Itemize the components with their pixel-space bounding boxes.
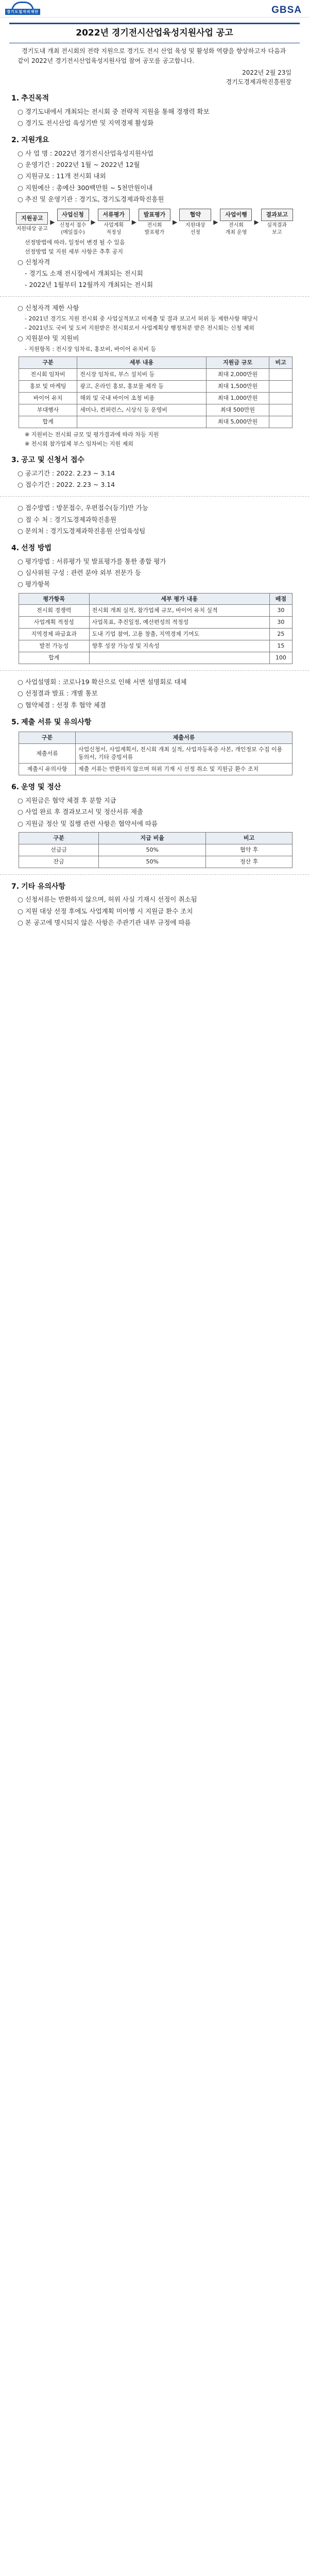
list-item: ○ 평가방법 : 서류평가 및 발표평가를 통한 종합 평가	[18, 557, 166, 565]
table-row: 합계 최대 5,000만원	[19, 416, 293, 428]
announce-date: 2022년 2월 23일	[242, 69, 291, 76]
arrow-icon: ▶	[50, 218, 55, 226]
table-row: 홍보 및 마케팅 광고, 온라인 홍보, 홍보물 제작 등 최대 1,500만원	[19, 381, 293, 393]
table-header: 세부 평가 내용	[89, 593, 269, 605]
documents-table	[19, 732, 293, 776]
support-table	[19, 357, 293, 428]
title-box	[9, 23, 300, 43]
list-item: ○ 운영기간 : 2022년 1월 ~ 2022년 12월	[18, 161, 140, 168]
list-item: ○ 공고기간 : 2022. 2.23 ~ 3.14	[18, 469, 115, 477]
list-item: ○ 선정결과 발표 : 개별 통보	[18, 689, 98, 698]
list-item: ○ 지원 대상 선정 후에도 사업계획 미이행 시 지원금 환수 조치	[18, 907, 193, 915]
section-title: 6. 운영 및 정산	[11, 783, 61, 792]
list-item: ○ 신청자격 제한 사항	[18, 303, 79, 312]
section-selection	[11, 543, 298, 664]
list-item: ○ 지원금 정산 및 집행 관련 사항은 협약서에 따름	[18, 819, 158, 827]
list-item: ○ 지원분야 및 지원비	[18, 334, 79, 343]
arrow-icon: ▶	[254, 218, 259, 226]
gbsa-logo: GBSA	[271, 5, 302, 15]
table-header: 지원금 규모	[206, 357, 269, 369]
section-submission	[11, 503, 298, 536]
list-item: ○ 지원금은 협약 체결 후 분할 지급	[18, 796, 116, 805]
header-bar	[0, 0, 309, 18]
list-item: ○ 문의처 : 경기도경제과학진흥원 산업육성팀	[18, 527, 146, 535]
section-title: 3. 공고 및 신청서 접수	[11, 456, 84, 465]
section-overview	[11, 134, 298, 290]
list-item: ○ 사업설명회 : 코로나19 확산으로 인해 서면 설명회로 대체	[18, 678, 187, 686]
section-application	[11, 454, 298, 490]
section-settlement	[11, 782, 298, 868]
process-flow	[11, 209, 298, 236]
table-header: 비고	[206, 832, 293, 844]
payment-table	[19, 832, 293, 868]
list-item: ○ 평가항목	[18, 580, 50, 588]
arrow-icon: ▶	[131, 218, 136, 226]
list-item: ○ 본 공고에 명시되지 않은 사항은 주관기관 내부 규정에 따름	[18, 918, 191, 926]
list-item: ○ 경기도내에서 개최되는 전시회 중 전략적 지원을 통해 경쟁력 확보	[18, 107, 210, 115]
flow-step: 사업이행 전시회 개최 운영	[220, 209, 252, 236]
divider	[0, 874, 309, 875]
sub-item: - 지원항목 : 전시장 임차료, 홍보비, 바이어 유치비 등	[25, 346, 157, 353]
note-line: 선정방법에 따라, 일정이 변경 될 수 있음	[25, 239, 125, 246]
list-item: ○ 사업 완료 후 결과보고서 및 정산서류 제출	[18, 808, 144, 816]
table-header: 구분	[19, 832, 99, 844]
table-row: 잔금 50% 정산 후	[19, 856, 293, 868]
list-item: ○ 접수방법 : 방문접수, 우편접수(등기)만 가능	[18, 504, 148, 512]
section-title: 7. 기타 유의사항	[11, 882, 66, 891]
announcer: 경기도경제과학진흥원장	[226, 78, 291, 86]
table-row: 전시회 경쟁력 전시회 개최 실적, 참가업체 규모, 바이어 유치 실적 30	[19, 605, 293, 617]
section-title: 4. 선정 방법	[11, 544, 52, 553]
section-title: 2. 지원개요	[11, 136, 49, 145]
list-item: ○ 접수기간 : 2022. 2.23 ~ 3.14	[18, 481, 115, 489]
arrow-icon: ▶	[173, 218, 178, 226]
list-item: ○ 신청서류는 반환하지 않으며, 허위 사실 기재시 선정이 취소됨	[18, 895, 197, 904]
arrow-icon: ▶	[213, 218, 218, 226]
page	[0, 0, 309, 944]
list-item: ○ 추진 및 운영기관 : 경기도, 경기도경제과학진흥원	[18, 195, 164, 203]
intro-text: 경기도내 개최 전시회의 전략 지원으로 경기도 전시 산업 육성 및 활성화 역량을 향상하고자 다음과 같이 2022년 경기전시산업육성지원사업 참여 공모를 공고합니다.	[18, 47, 286, 64]
section-title: 1. 추진목적	[11, 94, 49, 103]
footnote: ※ 전시회 참가업체 부스 임차비는 지원 제외	[25, 440, 133, 448]
section-eligibility	[11, 303, 298, 448]
table-header: 세부 내용	[77, 357, 206, 369]
list-item: ○ 신청자격	[18, 258, 50, 266]
section-purpose	[11, 93, 298, 128]
note-line: 선정방법 및 지원 세부 사항은 추후 공지	[25, 248, 123, 256]
list-item: ○ 지원규모 : 11개 전시회 내외	[18, 172, 106, 180]
table-row: 사업계획 적정성 사업목표, 추진일정, 예산편성의 적정성 30	[19, 617, 293, 629]
list-item: ○ 사 업 명 : 2022년 경기전시산업육성지원사업	[18, 149, 153, 157]
sub-item: - 2022년 1월부터 12월까지 개최되는 전시회	[25, 280, 153, 289]
section-title: 5. 제출 서류 및 유의사항	[11, 718, 92, 726]
table-header: 구분	[19, 357, 77, 369]
evaluation-table	[19, 593, 293, 665]
list-item: ○ 경기도 전시산업 육성기반 및 지역경제 활성화	[18, 118, 154, 127]
flow-step: 협약 지원대상 선정	[179, 209, 211, 236]
flow-step: 발표평가 전시회 발표평가	[139, 209, 170, 236]
table-header: 비고	[269, 357, 293, 369]
sub-item: - 2021년 경기도 지원 전시회 중 사업실적보고 미제출 및 결과 보고서 허위 등 제한사항 해당시	[25, 315, 258, 323]
divider	[0, 670, 309, 671]
table-row: 합계 100	[19, 652, 293, 664]
section-briefing	[11, 677, 298, 710]
page-title: 2022년 경기전시산업육성지원사업 공고	[76, 28, 233, 38]
table-header: 배점	[269, 593, 292, 605]
divider	[0, 496, 309, 497]
sub-item: - 경기도 소재 전시장에서 개최되는 전시회	[25, 269, 143, 278]
table-header: 구분	[19, 732, 76, 743]
table-header: 지급 비율	[99, 832, 206, 844]
table-header: 평가항목	[19, 593, 90, 605]
table-header: 제출서류	[76, 732, 293, 743]
list-item: ○ 지원예산 : 총예산 300백만원 ~ 5천만원이내	[18, 183, 153, 192]
table-row: 부대행사 세미나, 컨퍼런스, 시상식 등 운영비 최대 500만원	[19, 404, 293, 416]
flow-step: 결과보고 실적결과 보고	[261, 209, 293, 236]
list-item: ○ 접 수 처 : 경기도경제과학진흥원	[18, 515, 116, 523]
table-row: 전시회 임차비 전시장 임차료, 부스 설치비 등 최대 2,000만원	[19, 369, 293, 381]
table-row: 바이어 유치 해외 및 국내 바이어 초청 비용 최대 1,000만원	[19, 393, 293, 404]
gyeonggi-logo: 경기도일자리재단	[5, 2, 40, 16]
flow-step: 사업신청 신청서 접수 (메일접수)	[57, 209, 89, 236]
table-row: 제출서류 사업신청서, 사업계획서, 전시회 개최 실적, 사업자등록증 사본, 개인정보 수집 이용 동의서, 기타 증빙서류	[19, 743, 293, 764]
divider	[0, 296, 309, 297]
flow-step: 지원공고 지원대상 공고	[16, 212, 48, 233]
table-row: 제출시 유의사항 제출 서류는 반환하지 않으며 허위 기재 시 선정 취소 및 지원금 환수 조치	[19, 764, 293, 775]
section-notes	[11, 881, 298, 928]
arrow-icon: ▶	[91, 218, 96, 226]
table-row: 발전 가능성 향후 성장 가능성 및 지속성 15	[19, 640, 293, 652]
footnote: ※ 지원비는 전시회 규모 및 평가결과에 따라 차등 지원	[25, 431, 159, 438]
section-documents	[11, 717, 298, 775]
sub-item: - 2021년도 국비 및 도비 지원받은 전시회로서 사업계획상 행정처분 받은 전시회는 신청 제외	[25, 325, 254, 332]
list-item: ○ 협약체결 : 선정 후 협약 체결	[18, 701, 106, 709]
flow-step: 서류평가 사업계획 적정성	[98, 209, 130, 236]
list-item: ○ 심사위원 구성 : 관련 분야 외부 전문가 등	[18, 569, 142, 577]
table-row: 선급금 50% 협약 후	[19, 844, 293, 856]
table-row: 지역경제 파급효과 도내 기업 참여, 고용 창출, 지역경제 기여도 25	[19, 629, 293, 640]
